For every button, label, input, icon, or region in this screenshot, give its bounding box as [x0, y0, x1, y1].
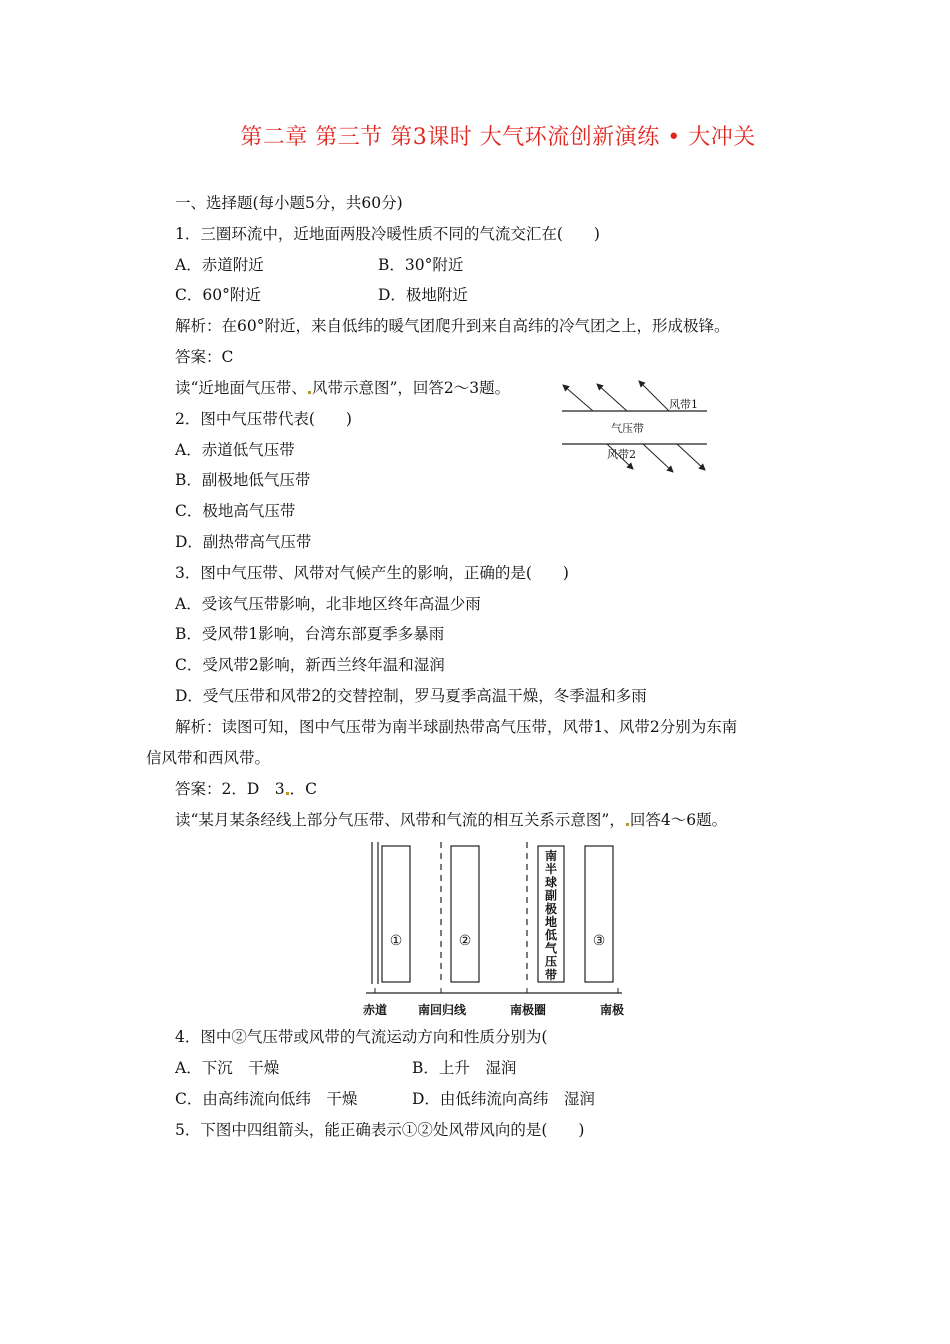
q3-analysis-line2: 信风带和西风带。 [146, 749, 271, 767]
subpolar-low-char: 极 [544, 901, 558, 916]
intro-4-6-part2: 回答4～6题。 [629, 811, 728, 829]
figure-meridian-belts [350, 838, 640, 1020]
answer-part1: 答案：2．D 3 [175, 780, 285, 798]
figure-pressure-wind-belts [555, 378, 715, 476]
intro-4-6-part1: 读“某月某条经线上部分气压带、风带和气流的相互关系示意图”， [175, 811, 625, 829]
label-wind2: 风带2 [607, 448, 636, 461]
subpolar-low-char: 气 [544, 941, 558, 956]
q2-option-b: B．副极地低气压带 [175, 471, 311, 489]
intro-4-6 [175, 810, 727, 830]
belt-box-1 [382, 846, 410, 982]
q2-stem: 2．图中气压带代表( ) [175, 410, 352, 428]
q2-option-a: A．赤道低气压带 [175, 441, 295, 459]
intro-2-3-part1: 读“近地面气压带、 [175, 379, 307, 397]
wind1-arrow [563, 385, 593, 411]
subpolar-low-char: 带 [544, 967, 558, 982]
subpolar-low-char: 南 [544, 849, 558, 863]
subpolar-low-char: 压 [544, 954, 558, 969]
q4-stem: 4．图中②气压带或风带的气流运动方向和性质分别为( [175, 1028, 548, 1046]
subpolar-low-char: 地 [544, 915, 558, 929]
subpolar-low-char: 半 [544, 862, 558, 877]
q5-stem: 5．下图中四组箭头，能正确表示①②处风带风向的是( ) [175, 1121, 585, 1139]
q3-option-a: A．受该气压带影响，北非地区终年高温少雨 [175, 595, 481, 613]
answer-part2: ．C [289, 780, 318, 798]
q3-analysis-line1: 解析：读图可知，图中气压带为南半球副热带高气压带，风带1、风带2分别为东南 [175, 718, 738, 736]
subpolar-low-char: 副 [544, 888, 558, 903]
q4-option-b: B．上升 湿润 [412, 1059, 517, 1077]
ink-mark [308, 391, 311, 394]
box3-label: ③ [592, 933, 606, 949]
label-pressure-belt: 气压带 [611, 422, 644, 435]
label-wind1: 风带1 [669, 398, 698, 411]
q4-option-d: D．由低纬流向高纬 湿润 [412, 1090, 595, 1108]
subpolar-low-vertical-text [544, 848, 558, 982]
box2-label: ② [458, 933, 472, 949]
ink-mark [626, 823, 629, 826]
belt-box-3 [585, 846, 613, 982]
q1-analysis: 解析：在60°附近，来自低纬的暖气团爬升到来自高纬的冷气团之上，形成极锋。 [175, 317, 730, 335]
intro-2-3 [175, 378, 510, 398]
q1-option-d: D．极地附近 [378, 286, 468, 304]
q2-option-c: C．极地高气压带 [175, 502, 296, 520]
box1-label: ① [389, 933, 403, 949]
q1-answer: 答案：C [175, 348, 234, 366]
belt-box-2 [451, 846, 479, 982]
q1-option-b: B．30°附近 [378, 256, 464, 274]
q2-q3-answer [175, 779, 317, 799]
label-south-pole: 南极 [599, 1003, 625, 1017]
q4-option-a: A．下沉 干燥 [175, 1059, 280, 1077]
label-polar-circle: 南极圈 [509, 1003, 547, 1017]
intro-2-3-part2: 风带示意图”，回答2～3题。 [311, 379, 511, 397]
q3-stem: 3．图中气压带、风带对气候产生的影响，正确的是( ) [175, 564, 569, 582]
q3-option-d: D．受气压带和风带2的交替控制，罗马夏季高温干燥，冬季温和多雨 [175, 687, 647, 705]
q4-option-c: C．由高纬流向低纬 干燥 [175, 1090, 358, 1108]
subpolar-low-char: 球 [544, 875, 558, 890]
label-equator: 赤道 [362, 1003, 388, 1017]
wind1-arrow [639, 381, 669, 411]
wind2-arrow [677, 444, 705, 470]
q1-stem: 1．三圈环流中，近地面两股冷暖性质不同的气流交汇在( ) [175, 225, 600, 243]
q1-option-a: A．赤道附近 [175, 256, 264, 274]
subpolar-low-char: 低 [544, 928, 558, 943]
ink-mark [286, 792, 289, 795]
q1-option-c: C．60°附近 [175, 286, 261, 304]
label-tropic: 南回归线 [417, 1003, 467, 1017]
q3-option-b: B．受风带1影响，台湾东部夏季多暴雨 [175, 625, 445, 643]
q2-option-d: D．副热带高气压带 [175, 533, 312, 551]
page-title: 第二章 第三节 第3课时 大气环流创新演练 • 大冲关 [240, 125, 756, 150]
q3-option-c: C．受风带2影响，新西兰终年温和湿润 [175, 656, 445, 674]
wind1-arrow [597, 384, 627, 411]
wind2-arrow [643, 444, 673, 472]
section-header: 一、选择题(每小题5分，共60分) [175, 194, 403, 212]
